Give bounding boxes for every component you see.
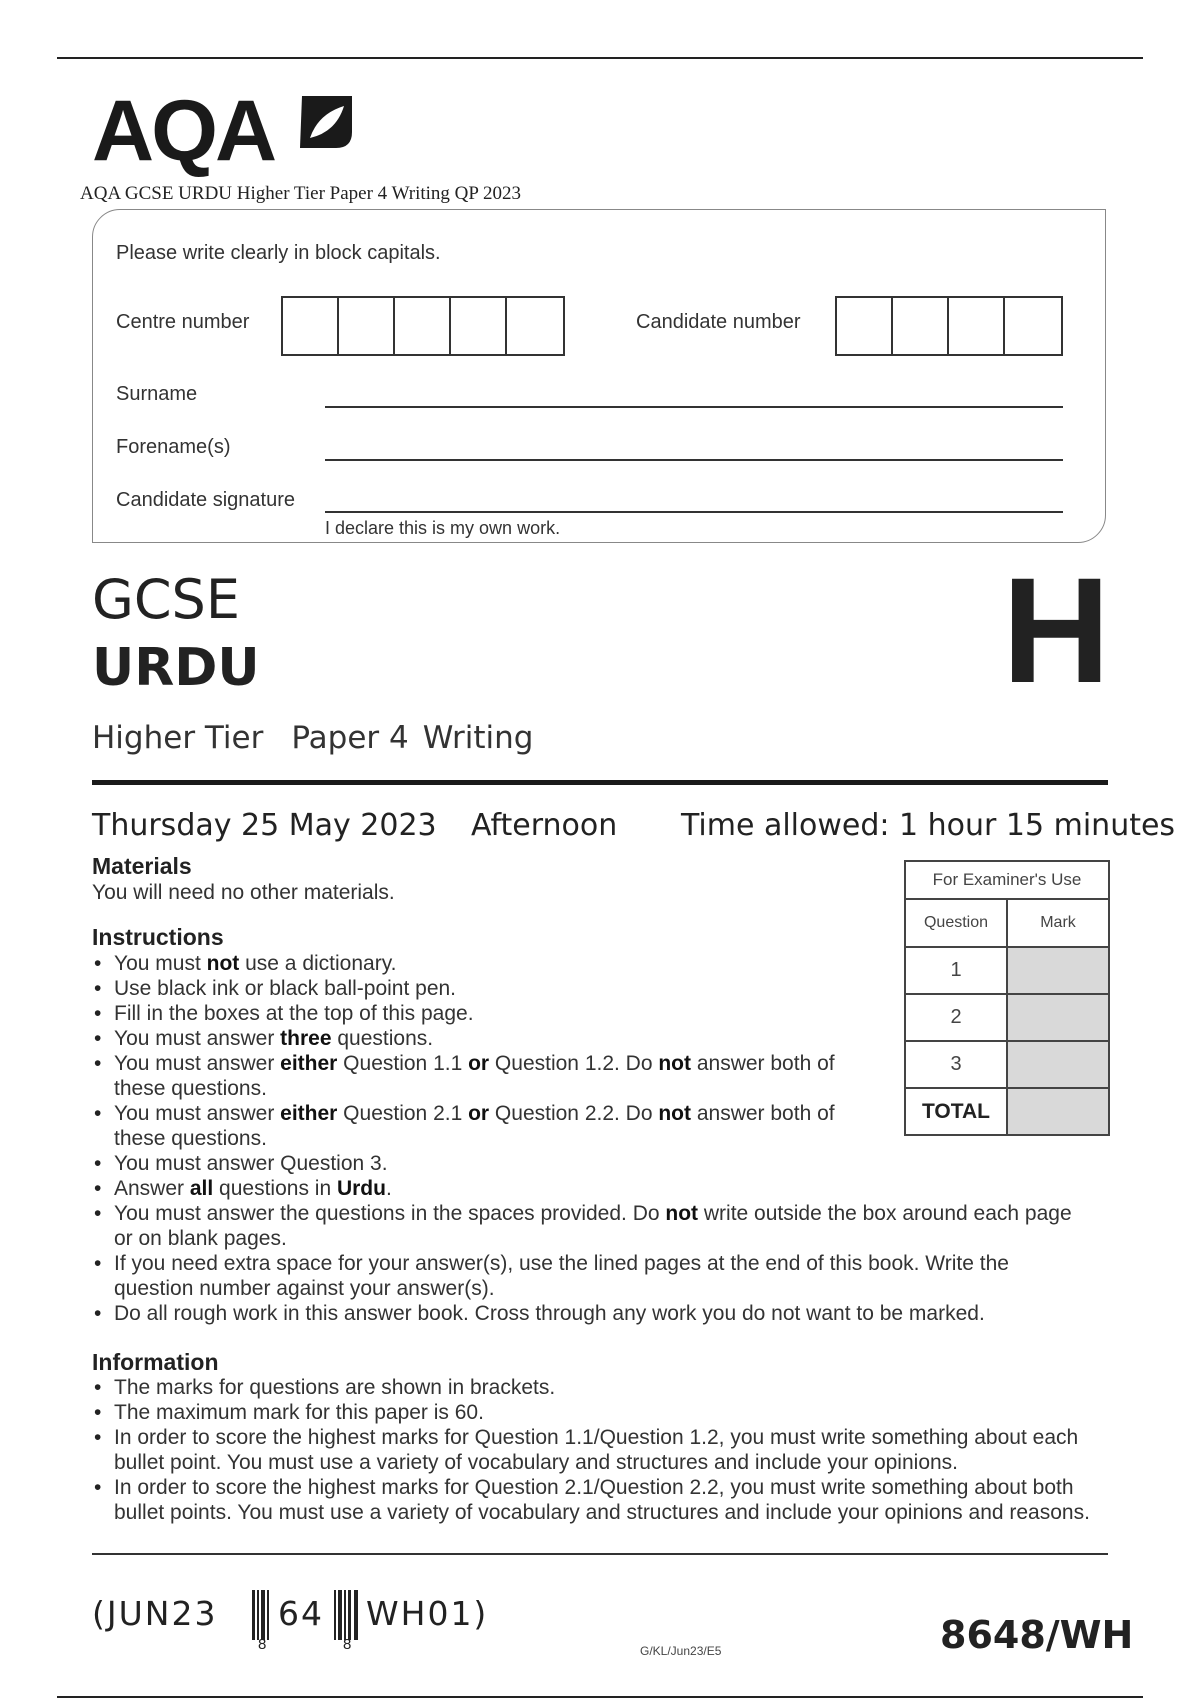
paper-code: 8648/WH — [940, 1613, 1134, 1657]
question-number: 2 — [905, 994, 1007, 1041]
mark-column-header: Mark — [1007, 899, 1109, 947]
materials-text: You will need no other materials. — [92, 881, 395, 904]
instruction-item: • Fill in the boxes at the top of this page. — [92, 1001, 1092, 1026]
exam-date: Thursday 25 May 2023 — [92, 808, 437, 843]
bottom-rule — [57, 1696, 1143, 1698]
paper-details — [92, 720, 561, 756]
instruction-item: • You must answer the questions in the spaces provided. Do not write outside the box around each page or on blank pages. — [92, 1201, 1092, 1251]
instruction-item: • You must not use a dictionary. — [92, 951, 1092, 976]
title-divider — [92, 780, 1108, 785]
instruction-item: • You must answer Question 3. — [92, 1151, 1092, 1176]
signature-label: Candidate signature — [116, 489, 296, 511]
total-label: TOTAL — [905, 1088, 1007, 1135]
instruction-item: • You must answer three questions. — [92, 1026, 1092, 1051]
aqa-logo-text: AQA — [92, 83, 275, 179]
centre-digit-box[interactable] — [339, 298, 395, 354]
document-reference: G/KL/Jun23/E5 — [640, 1644, 722, 1658]
time-allowed: Time allowed: 1 hour 15 minutes — [681, 808, 1176, 843]
signature-field[interactable] — [325, 511, 1063, 513]
barcode-text-start: (JUN23 — [92, 1594, 218, 1633]
component-label: Writing — [422, 720, 534, 756]
centre-number-label: Centre number — [116, 311, 250, 333]
candidate-digit-box[interactable] — [949, 298, 1005, 354]
forename-label: Forename(s) — [116, 436, 231, 458]
information-heading: Information — [92, 1349, 219, 1375]
instructions-heading: Instructions — [92, 924, 224, 950]
leaf-icon — [296, 92, 356, 152]
examiner-use-table — [904, 860, 1110, 1136]
exam-session: Afternoon — [471, 808, 618, 843]
centre-digit-box[interactable] — [395, 298, 451, 354]
tier-label: Higher Tier — [92, 720, 264, 756]
question-column-header: Question — [905, 899, 1007, 947]
candidate-digit-box[interactable] — [837, 298, 893, 354]
centre-digit-box[interactable] — [507, 298, 563, 354]
examiner-table-title: For Examiner's Use — [905, 861, 1109, 899]
surname-field[interactable] — [325, 406, 1063, 408]
information-item: • The maximum mark for this paper is 60. — [92, 1400, 1092, 1425]
instruction-item: • You must answer either Question 1.1 or Question 1.2. Do not answer both of these questions. — [92, 1051, 864, 1101]
candidate-digit-box[interactable] — [1005, 298, 1061, 354]
information-item: • In order to score the highest marks for Question 2.1/Question 2.2, you must write something about both bullet points. You must use a variety of vocabulary and structures and include your opinions and reasons. — [92, 1475, 1092, 1525]
mark-cell[interactable] — [1007, 1041, 1109, 1088]
instruction-item: • Answer all questions in Urdu. — [92, 1176, 1092, 1201]
instruction-item: • Use black ink or black ball-point pen. — [92, 976, 1092, 1001]
footer-divider — [92, 1553, 1108, 1555]
candidate-number-label: Candidate number — [636, 311, 801, 333]
centre-number-field[interactable] — [281, 296, 565, 356]
mark-cell[interactable] — [1007, 947, 1109, 994]
information-item: • In order to score the highest marks for Question 1.1/Question 1.2, you must write something about each bullet point. You must use a variety of vocabulary and structures and include your opinions. — [92, 1425, 1092, 1475]
instruction-item: • If you need extra space for your answer(s), use the lined pages at the end of this book. Write the question number against your answer(s). — [92, 1251, 1092, 1301]
subject-title: URDU — [92, 638, 260, 698]
barcode-subscript: 8 — [343, 1636, 352, 1653]
information-item: • The marks for questions are shown in brackets. — [92, 1375, 1092, 1400]
information-list — [92, 1375, 1092, 1525]
barcode-text-middle: 64 — [278, 1594, 324, 1633]
aqa-logo — [92, 83, 275, 179]
instruction-item: • You must answer either Question 2.1 or Question 2.2. Do not answer both of these questions. — [92, 1101, 864, 1151]
candidate-digit-box[interactable] — [893, 298, 949, 354]
tier-letter: H — [1002, 546, 1111, 714]
barcode-bars-icon — [252, 1590, 276, 1640]
qualification-title: GCSE — [92, 568, 240, 631]
question-number: 3 — [905, 1041, 1007, 1088]
centre-digit-box[interactable] — [283, 298, 339, 354]
top-rule — [57, 57, 1143, 59]
total-mark-cell[interactable] — [1007, 1088, 1109, 1135]
forename-field[interactable] — [325, 459, 1063, 461]
paper-label: Paper 4 — [291, 720, 409, 756]
candidate-number-field[interactable] — [835, 296, 1063, 356]
block-capitals-instruction: Please write clearly in block capitals. — [116, 242, 441, 264]
barcode-bars-icon — [334, 1590, 364, 1640]
instruction-item: • Do all rough work in this answer book. Cross through any work you do not want to be marked. — [92, 1301, 1092, 1326]
question-number: 1 — [905, 947, 1007, 994]
centre-digit-box[interactable] — [451, 298, 507, 354]
barcode-subscript: 8 — [258, 1636, 267, 1653]
materials-heading: Materials — [92, 853, 192, 879]
barcode-text-end: WH01) — [366, 1594, 489, 1633]
surname-label: Surname — [116, 383, 198, 405]
declaration-text: I declare this is my own work. — [325, 518, 561, 538]
document-title: AQA GCSE URDU Higher Tier Paper 4 Writing QP 2023 — [80, 183, 521, 204]
mark-cell[interactable] — [1007, 994, 1109, 1041]
